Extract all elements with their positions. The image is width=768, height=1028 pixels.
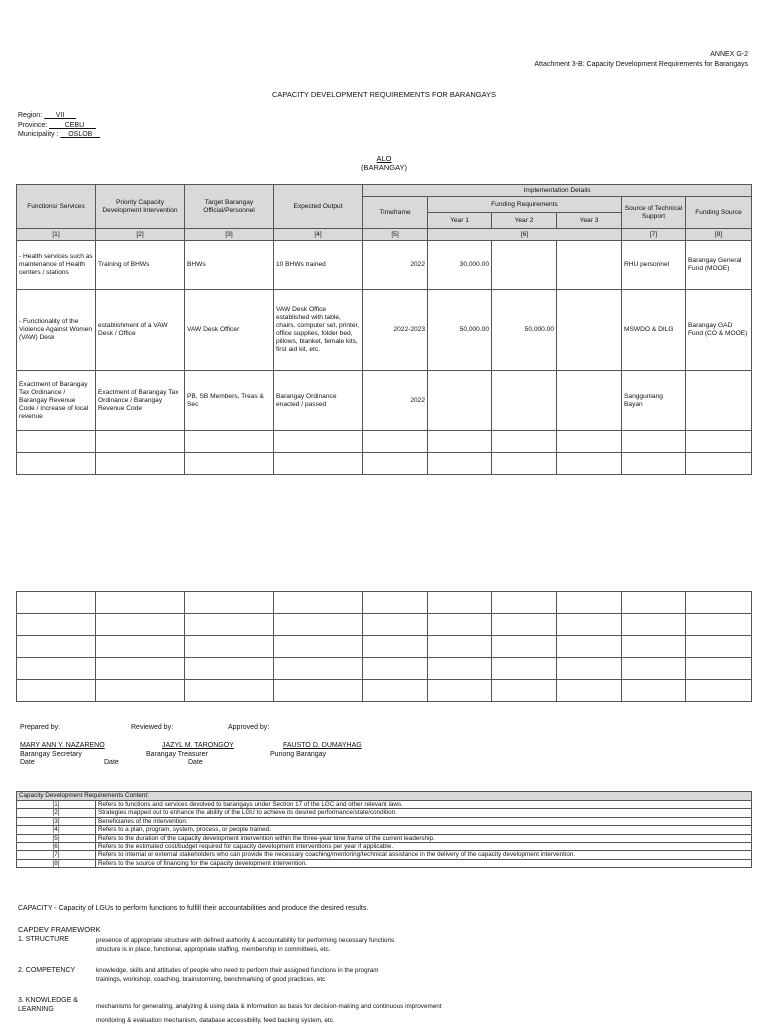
framework-title: CAPDEV FRAMEWORK bbox=[18, 925, 101, 934]
date-label: Date bbox=[104, 759, 119, 766]
cell-functions: - Health services such as maintenance of Health centers / stations bbox=[17, 241, 96, 290]
cell-priority: Exactment of Barangay Tax Ordinance / Barangay Revenue Code bbox=[96, 371, 185, 431]
page-title: CAPACITY DEVELOPMENT REQUIREMENTS FOR BARANGAYS bbox=[271, 90, 497, 99]
col-priority-header: Priority Capacity Development Intervention bbox=[96, 185, 185, 229]
reviewed-by-label: Reviewed by: bbox=[131, 724, 174, 731]
legend-row bbox=[17, 801, 752, 809]
col-functions-header: Functions/ Services bbox=[17, 185, 96, 229]
legend-num: [5] bbox=[17, 834, 96, 842]
barangay-label: (BARANGAY) bbox=[360, 163, 408, 172]
col-year2-header: Year 2 bbox=[492, 213, 557, 229]
cell-funding-source bbox=[686, 371, 752, 431]
legend-text: Refers to internal or external stakeholders who can provide the necessary coaching/mentoring/technical assistance in the delivery of the capacity development intervention. bbox=[96, 851, 752, 859]
framework-line: monitoring & evaluation mechanism, database accessibility, feed backing system, etc. bbox=[96, 1017, 335, 1024]
cell-year1 bbox=[428, 371, 492, 431]
attachment-label: Attachment 3-B: Capacity Development Requirements for Barangays bbox=[534, 61, 748, 68]
col-output-header: Expected Output bbox=[274, 185, 363, 229]
approved-title: Punong Barangay bbox=[270, 751, 327, 758]
cell-source-tech: RHU personnel bbox=[622, 241, 686, 290]
prepared-title: Barangay Secretary bbox=[20, 751, 82, 758]
cell-year3 bbox=[557, 241, 622, 290]
barangay-name: ALO bbox=[376, 154, 392, 163]
cell-output: 10 BHWs trained bbox=[274, 241, 363, 290]
content-legend-title: Capacity Development Requirements Content: bbox=[17, 792, 752, 801]
col-number: [4] bbox=[274, 229, 363, 241]
table-row bbox=[17, 290, 752, 371]
cell-year1: 50,000.00 bbox=[428, 290, 492, 371]
approved-by-label: Approved by: bbox=[228, 724, 270, 731]
framework-desc bbox=[96, 966, 378, 984]
cell-source-tech: MSWDO & DILG bbox=[622, 290, 686, 371]
table-row bbox=[17, 241, 752, 290]
date-label: Date bbox=[188, 759, 203, 766]
table-row-empty bbox=[17, 680, 752, 702]
cell-priority: Training of BHWs bbox=[96, 241, 185, 290]
cell-source-tech: Sangguniang Bayan bbox=[622, 371, 686, 431]
reviewed-title: Barangay Treasurer bbox=[146, 751, 208, 758]
legend-text: Refers to a plan, program, system, process, or people trained. bbox=[96, 826, 752, 834]
legend-num: [7] bbox=[17, 851, 96, 859]
col-funding-source-header: Funding Source bbox=[686, 197, 752, 229]
cell-funding-source: Barangay General Fund (MOOE) bbox=[686, 241, 752, 290]
location-block bbox=[18, 111, 100, 140]
col-source-tech-header: Source of Technical Support bbox=[622, 197, 686, 229]
legend-row bbox=[17, 843, 752, 851]
municipality-value: __OSLOB__ bbox=[60, 131, 101, 138]
col-number: [8] bbox=[686, 229, 752, 241]
table-row-empty bbox=[17, 636, 752, 658]
legend-row bbox=[17, 809, 752, 817]
cell-year3 bbox=[557, 371, 622, 431]
province-value: ____CEBU___ bbox=[49, 121, 96, 129]
reviewed-name: JAZYL M. TARONGOY bbox=[162, 742, 234, 749]
content-legend-table bbox=[16, 791, 752, 868]
legend-row bbox=[17, 851, 752, 859]
framework-label: 2. COMPETENCY bbox=[18, 967, 76, 974]
col-number: [6] bbox=[428, 229, 622, 241]
requirements-table bbox=[16, 184, 752, 475]
capacity-definition: CAPACITY - Capacity of LGUs to perform functions to fulfill their accountabilities and produce the desired results. bbox=[18, 905, 369, 912]
legend-num: [3] bbox=[17, 817, 96, 825]
framework-line: mechanisms for generating, analyzing & using data & information as basis for decision-making and continuous improvement bbox=[96, 1003, 442, 1010]
header-block bbox=[534, 50, 748, 70]
prepared-by-label: Prepared by: bbox=[20, 724, 61, 731]
cell-target: BHWs bbox=[185, 241, 274, 290]
framework-line: knowledge, skills and attitudes of people who need to perform their assigned functions in the program bbox=[96, 967, 379, 974]
cell-target: VAW Desk Officer bbox=[185, 290, 274, 371]
legend-row bbox=[17, 834, 752, 842]
municipality-label: Municipality : bbox=[18, 131, 59, 138]
cell-functions: Exactment of Barangay Tax Ordinance / Barangay Revenue Code / Increase of local revenue bbox=[17, 371, 96, 431]
col-target-header: Target Barangay Official/Personnel bbox=[185, 185, 274, 229]
col-number: [2] bbox=[96, 229, 185, 241]
legend-row bbox=[17, 817, 752, 825]
table-row-empty bbox=[17, 592, 752, 614]
col-number: [1] bbox=[17, 229, 96, 241]
legend-text: Refers to the duration of the capacity development intervention within the three-year time frame of the current leadership. bbox=[96, 834, 752, 842]
framework-line: structure is in place, functional, appropriate staffing, membership in committees, etc. bbox=[96, 946, 331, 953]
legend-row bbox=[17, 826, 752, 834]
cell-year2 bbox=[492, 241, 557, 290]
cell-output: Barangay Ordinance enacted / passed bbox=[274, 371, 363, 431]
cell-priority: establishment of a VAW Desk / Office bbox=[96, 290, 185, 371]
legend-num: [2] bbox=[17, 809, 96, 817]
legend-text: Beneficiaries of the intervention. bbox=[96, 817, 752, 825]
framework-label: 3. KNOWLEDGE & LEARNING bbox=[18, 997, 78, 1013]
legend-num: [8] bbox=[17, 859, 96, 867]
province-label: Province: bbox=[18, 121, 48, 129]
implementation-header: Implementation Details bbox=[363, 185, 752, 197]
legend-num: [4] bbox=[17, 826, 96, 834]
cell-timeframe: 2022-2023 bbox=[363, 290, 428, 371]
cell-year2: 50,000.00 bbox=[492, 290, 557, 371]
framework-desc bbox=[96, 936, 394, 954]
col-number: [3] bbox=[185, 229, 274, 241]
col-timeframe-header: Timeframe bbox=[363, 197, 428, 229]
cell-target: PB, SB Members, Treas & Sec bbox=[185, 371, 274, 431]
cell-year1: 30,000.00 bbox=[428, 241, 492, 290]
prepared-name: MARY ANN Y. NAZARENO bbox=[20, 742, 105, 749]
annex-label: ANNEX G-2 bbox=[710, 51, 748, 58]
col-number: [7] bbox=[622, 229, 686, 241]
approved-name: FAUSTO D. DUMAYHAG bbox=[283, 742, 362, 749]
table-row-empty bbox=[17, 658, 752, 680]
legend-text: Refers to functions and services devolved to barangays under Section 17 of the LGC and other relevant laws. bbox=[96, 801, 752, 809]
framework-line: trainings, workshop, coaching, brainstorming, benchmarking of good practices, etc bbox=[96, 976, 326, 983]
cell-output: VAW Desk Office established with table, chairs, computer set, printer, office supplies, folder bed, pillows, blanket, female kits, first aid kit, etc. bbox=[274, 290, 363, 371]
col-year3-header: Year 3 bbox=[557, 213, 622, 229]
funding-header: Funding Requirements bbox=[428, 197, 622, 213]
legend-text: Refers to the estimated cost/budget required for capacity development interventions per year if applicable. bbox=[96, 843, 752, 851]
legend-num: [1] bbox=[17, 801, 96, 809]
table-row-empty bbox=[17, 431, 752, 453]
col-year1-header: Year 1 bbox=[428, 213, 492, 229]
blank-table bbox=[16, 591, 752, 702]
cell-year3 bbox=[557, 290, 622, 371]
cell-funding-source: Barangay GAD Fund (CO & MOOE) bbox=[686, 290, 752, 371]
legend-text: Refers to the source of financing for the capacity development intervention. bbox=[96, 859, 752, 867]
barangay-block bbox=[0, 154, 768, 172]
date-label: Date bbox=[20, 759, 35, 766]
framework-line: presence of appropriate structure with defined authority & accountability for performing necessary functions bbox=[96, 937, 395, 944]
region-label: Region: bbox=[18, 112, 43, 119]
table-row-empty bbox=[17, 453, 752, 475]
legend-row bbox=[17, 859, 752, 867]
legend-num: [6] bbox=[17, 843, 96, 851]
table-row bbox=[17, 371, 752, 431]
cell-year2 bbox=[492, 371, 557, 431]
framework-label: 1. STRUCTURE bbox=[18, 936, 69, 943]
table-row-empty bbox=[17, 614, 752, 636]
cell-timeframe: 2022 bbox=[363, 371, 428, 431]
legend-text: Strategies mapped out to enhance the ability of the LGU to achieve its desired performance/state/condition. bbox=[96, 809, 752, 817]
col-number: [5] bbox=[363, 229, 428, 241]
cell-functions: - Functionality of the Violence Against Women (VAW) Desk bbox=[17, 290, 96, 371]
region-value: ___VII___ bbox=[44, 112, 77, 119]
cell-timeframe: 2022 bbox=[363, 241, 428, 290]
